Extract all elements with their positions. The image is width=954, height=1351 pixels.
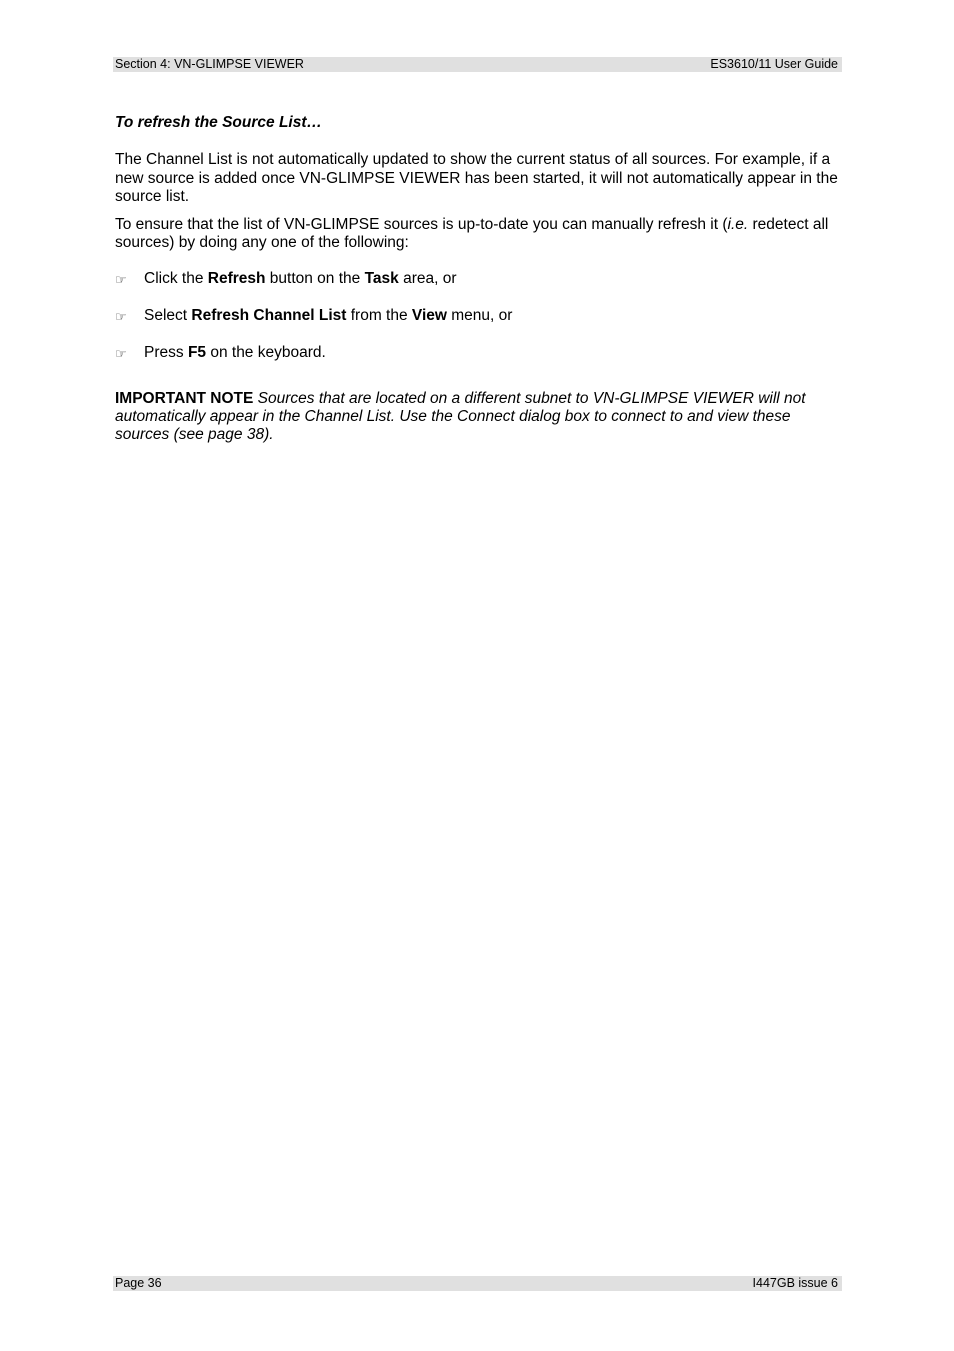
paragraph-refresh-text-b: redetect all sources) by doing any one of the following: bbox=[115, 215, 829, 252]
pointing-hand-icon: ☞ bbox=[115, 273, 127, 289]
bullet-bold: Refresh bbox=[207, 270, 266, 288]
page-footer bbox=[113, 1276, 842, 1291]
pointing-hand-icon: ☞ bbox=[115, 310, 127, 326]
bullet-text: on the keyboard. bbox=[206, 344, 326, 362]
bullet-text: from the bbox=[346, 307, 412, 325]
list-item bbox=[115, 307, 839, 325]
important-note-label: IMPORTANT NOTE bbox=[115, 389, 254, 407]
footer-issue: I447GB issue 6 bbox=[752, 1276, 838, 1290]
bullet-text: Press bbox=[144, 344, 188, 362]
bullet-bold: View bbox=[411, 307, 447, 325]
paragraph-refresh-ie: i.e. bbox=[727, 215, 749, 233]
bullet-text: button on the bbox=[265, 270, 365, 288]
bullet-bold: Refresh Channel List bbox=[191, 307, 347, 325]
refresh-options-list bbox=[115, 270, 839, 362]
list-item bbox=[115, 270, 839, 288]
header-guide-title: ES3610/11 User Guide bbox=[710, 57, 838, 71]
pointing-hand-icon: ☞ bbox=[115, 347, 127, 363]
paragraph-refresh-text-a: To ensure that the list of VN-GLIMPSE sources is up-to-date you can manually refresh it ( bbox=[115, 215, 728, 233]
section-heading: To refresh the Source List… bbox=[115, 114, 322, 131]
bullet-text: Select bbox=[144, 307, 192, 325]
bullet-text: area, or bbox=[398, 270, 457, 288]
paragraph-refresh-intro bbox=[115, 216, 839, 253]
page-header bbox=[113, 57, 842, 72]
page-content bbox=[115, 114, 839, 445]
bullet-text: Click the bbox=[144, 270, 208, 288]
header-section-title: Section 4: VN-GLIMPSE VIEWER bbox=[115, 57, 304, 71]
list-item bbox=[115, 344, 839, 362]
bullet-bold: Task bbox=[364, 270, 399, 288]
important-note-text: Sources that are located on a different subnet to VN-GLIMPSE VIEWER will not automatically appear in the Channel List. Use the Connect dialog box to connect to and view these sources (see page 38). bbox=[115, 389, 806, 444]
important-note bbox=[115, 390, 839, 445]
paragraph-channel-list: The Channel List is not automatically updated to show the current status of all sources. For example, if a new source is added once VN-GLIMPSE VIEWER has been started, it will not automatically appear in the source list. bbox=[115, 151, 838, 206]
bullet-bold: F5 bbox=[187, 344, 207, 362]
bullet-text: menu, or bbox=[446, 307, 513, 325]
footer-page-number: Page 36 bbox=[115, 1276, 162, 1290]
